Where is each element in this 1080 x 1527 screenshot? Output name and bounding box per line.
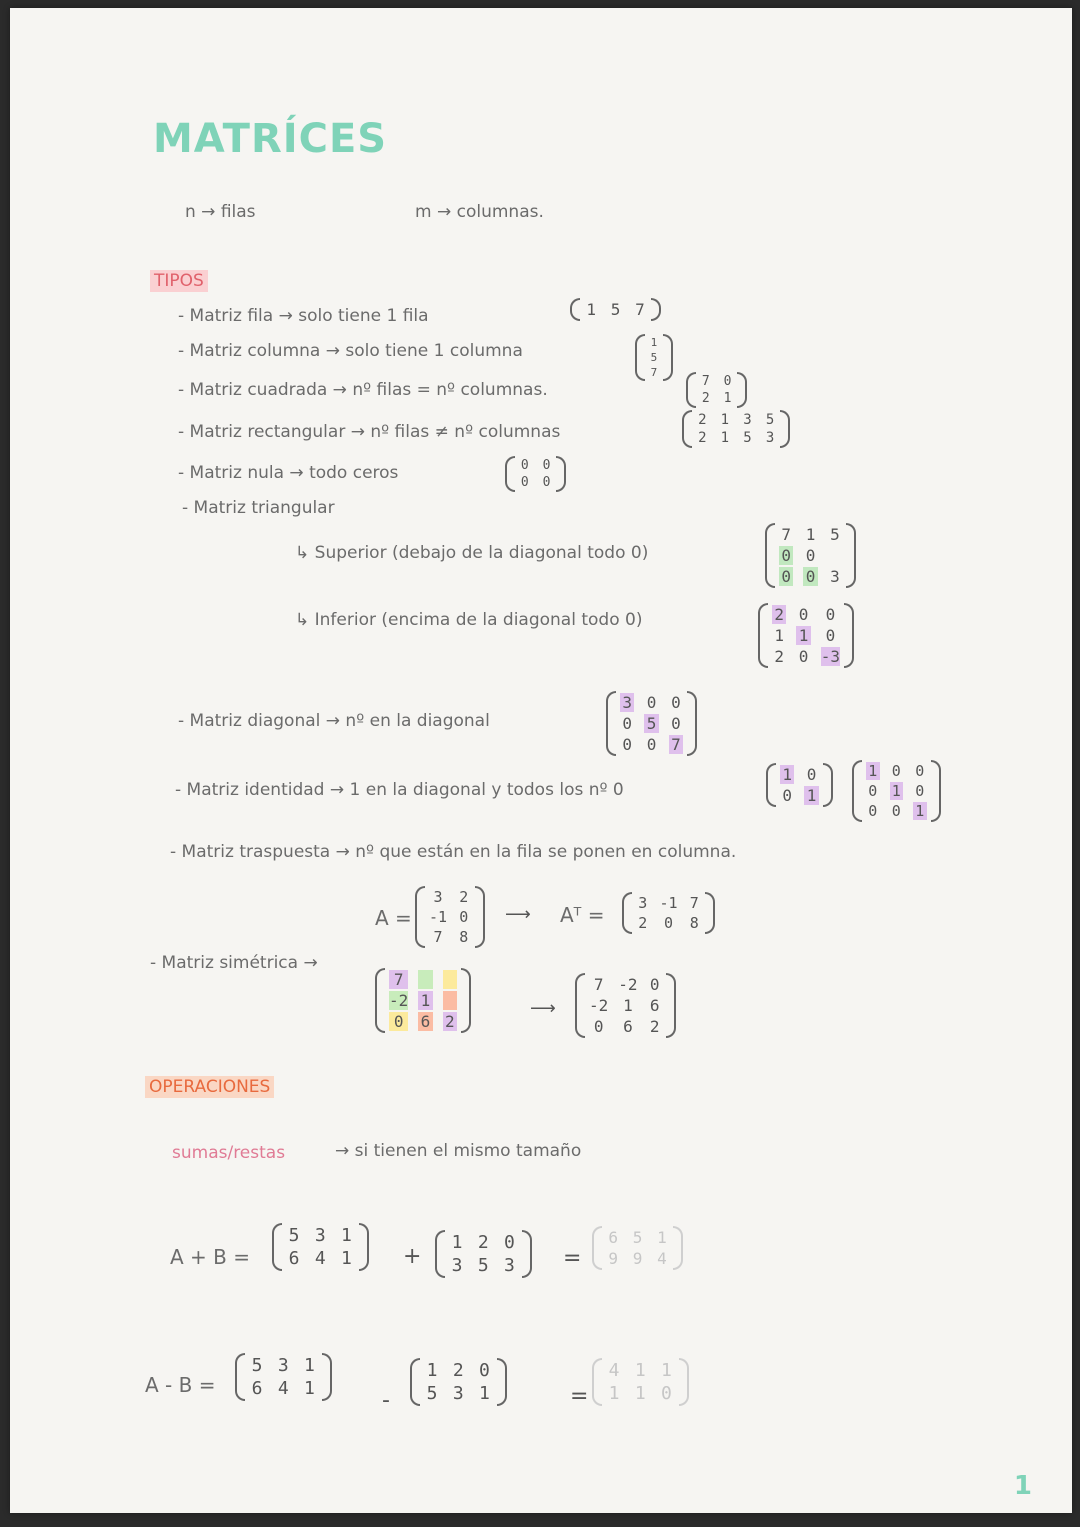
bracket-left [766, 763, 776, 807]
matrix-cell: 1 [451, 1232, 463, 1253]
bracket-right [844, 603, 854, 668]
matrix-cell: 0 [779, 546, 793, 565]
matrix-suma-a [272, 1223, 369, 1271]
matrix-cell: 1 [866, 762, 880, 780]
matrix-resta-a [235, 1353, 332, 1401]
bracket-right [322, 1353, 332, 1401]
matrix-cell: 1 [634, 1360, 646, 1381]
plus-sign: + [403, 1244, 422, 1269]
matrix-cell: 1 [479, 1383, 490, 1404]
matrix-cell: 8 [689, 914, 699, 932]
page-number: 1 [1013, 1471, 1032, 1501]
matrix-cell: 1 [418, 991, 432, 1010]
matrix-cell: 0 [459, 908, 469, 926]
matrix-cell: 5 [288, 1225, 300, 1246]
matrix-resta-b [410, 1358, 507, 1406]
arrow-icon: ⟶ [530, 998, 556, 1019]
n-label: n → filas [185, 202, 256, 222]
matrix-cell: 2 [701, 391, 710, 406]
matrix-cell: 0 [671, 714, 681, 733]
item-matriz-fila: - Matriz fila → solo tiene 1 fila [178, 306, 429, 326]
matrix-cell: 1 [608, 1383, 620, 1404]
matrix-cell: 7 [650, 366, 658, 379]
matrix-rectangular [682, 410, 790, 448]
bracket-left [592, 1226, 602, 1270]
matrix-cell: 0 [805, 546, 816, 565]
matrix-cell: 2 [443, 1012, 457, 1031]
item-matriz-rectangular: - Matriz rectangular → nº filas ≠ nº columnas [178, 422, 561, 442]
matrix-cell: 7 [635, 300, 645, 319]
matrix-cell: 0 [593, 1017, 604, 1036]
bracket-right [737, 372, 747, 408]
matrix-cell: 0 [798, 605, 809, 624]
equals-sign: = [563, 1246, 582, 1271]
bracket-right [475, 886, 485, 948]
traspuesta-at-label: Aᵀ = [560, 903, 605, 927]
matrix-cell: -3 [820, 647, 841, 666]
matrix-cell: 4 [314, 1248, 326, 1269]
matrix-cell: 3 [452, 1383, 464, 1404]
bracket-left [765, 523, 775, 588]
matrix-cell: 1 [650, 336, 658, 349]
bracket-right [461, 968, 471, 1033]
bracket-left [235, 1353, 245, 1401]
matrix-cell: 6 [418, 1012, 432, 1031]
matrix-cell: 0 [782, 786, 793, 805]
matrix-cell: 0 [622, 714, 633, 733]
matrix-simetrica-result [575, 973, 676, 1038]
matrix-cell: 3 [504, 1255, 515, 1276]
matrix-cell: 0 [646, 735, 657, 754]
matrix-traspuesta-a [415, 886, 485, 948]
matrix-cell: 1 [805, 525, 816, 544]
matrix-resta-result [592, 1358, 689, 1406]
matrix-cell: 6 [623, 1017, 633, 1036]
matrix-cell: 7 [781, 525, 792, 544]
bracket-left [415, 886, 425, 948]
matrix-cell: 9 [632, 1249, 643, 1268]
matrix-cell: 2 [698, 430, 707, 446]
matrix-fila [570, 298, 661, 321]
matrix-identidad-3x3 [852, 760, 941, 822]
matrix-cell: 5 [477, 1255, 489, 1276]
bracket-right [846, 523, 856, 588]
matrix-cell [443, 991, 457, 1010]
matrix-cell: 0 [479, 1360, 490, 1381]
matrix-triangular-superior [765, 523, 856, 588]
matrix-cell: 1 [657, 1228, 667, 1247]
matrix-cell [418, 970, 432, 989]
operaciones-heading: OPERACIONES [145, 1076, 274, 1098]
matrix-cell: 5 [650, 351, 658, 364]
bracket-right [497, 1358, 507, 1406]
matrix-cell: 1 [341, 1225, 352, 1246]
matrix-cell: 1 [780, 765, 794, 784]
matrix-cell: 0 [542, 458, 551, 473]
bracket-left [852, 760, 862, 822]
bracket-left [505, 456, 515, 492]
matrix-cell: 2 [774, 647, 785, 666]
matrix-cell: 1 [913, 802, 927, 820]
bracket-left [272, 1223, 282, 1271]
matrix-cell: 0 [798, 647, 809, 666]
bracket-left [575, 973, 585, 1038]
bracket-right [673, 1226, 683, 1270]
matrix-cell: -2 [589, 996, 609, 1015]
matrix-cell: 4 [657, 1249, 667, 1268]
matrix-cell: 2 [452, 1360, 464, 1381]
matrix-identidad-2x2 [766, 763, 833, 807]
matrix-cell: 5 [644, 714, 658, 733]
item-triangular-superior: ↳ Superior (debajo de la diagonal todo 0) [295, 543, 649, 563]
matrix-cell: 0 [520, 458, 529, 473]
notebook-page [10, 8, 1072, 1513]
matrix-nula [505, 456, 566, 492]
item-matriz-simetrica: - Matriz simétrica → [150, 953, 318, 973]
matrix-cell: 3 [743, 412, 752, 428]
matrix-cell: 0 [825, 605, 836, 624]
matrix-cell: 6 [649, 996, 660, 1015]
matrix-cell: 7 [389, 970, 408, 989]
matrix-cell: 0 [723, 374, 732, 389]
matrix-cell: 8 [459, 928, 469, 946]
matrix-cell: 0 [504, 1232, 515, 1253]
item-triangular-inferior: ↳ Inferior (encima de la diagonal todo 0) [295, 610, 643, 630]
matrix-cell: 2 [459, 888, 469, 906]
item-matriz-columna: - Matriz columna → solo tiene 1 columna [178, 341, 523, 361]
equals-sign: = [570, 1384, 589, 1409]
matrix-cell: 6 [251, 1378, 263, 1399]
matrix-cell: 1 [796, 626, 810, 645]
matrix-cell: 1 [586, 300, 597, 319]
matrix-cell [443, 970, 457, 989]
matrix-cell: 3 [638, 894, 648, 912]
matrix-cell: 0 [520, 475, 529, 490]
matrix-cell: 3 [830, 567, 840, 586]
matrix-cell [828, 546, 842, 565]
matrix-cell: 0 [649, 975, 660, 994]
matrix-cell: 6 [288, 1248, 300, 1269]
matrix-cell: 0 [891, 762, 901, 780]
bracket-left [635, 334, 645, 381]
matrix-cell: 1 [661, 1360, 672, 1381]
bracket-right [679, 1358, 689, 1406]
matrix-cell: 1 [720, 412, 730, 428]
matrix-cell: 4 [608, 1360, 620, 1381]
matrix-cell: 3 [314, 1225, 326, 1246]
bracket-right [931, 760, 941, 822]
matrix-cell: 1 [426, 1360, 438, 1381]
matrix-cell: 0 [389, 1012, 408, 1031]
matrix-cell: 2 [649, 1017, 660, 1036]
m-label: m → columnas. [415, 202, 544, 222]
matrix-cell: 0 [891, 802, 901, 820]
bracket-right [823, 763, 833, 807]
matrix-cell: 1 [304, 1355, 315, 1376]
matrix-cell: 0 [661, 1383, 672, 1404]
matrix-cell: -1 [659, 894, 678, 912]
matrix-cell: 0 [806, 765, 817, 784]
matrix-cell: 1 [341, 1248, 352, 1269]
matrix-cell: 0 [622, 735, 633, 754]
matrix-cell: 0 [825, 626, 836, 645]
matrix-cell: 7 [669, 735, 683, 754]
matrix-cell: 7 [701, 374, 710, 389]
item-matriz-nula: - Matriz nula → todo ceros [178, 463, 399, 483]
matrix-cell: 5 [743, 430, 752, 446]
matrix-cell: 5 [251, 1355, 263, 1376]
matrix-columna [635, 334, 673, 381]
matrix-cell: 0 [646, 693, 657, 712]
bracket-right [666, 973, 676, 1038]
matrix-cell: 3 [433, 888, 443, 906]
matrix-cell: 9 [608, 1249, 619, 1268]
sumas-restas-rule: → si tienen el mismo tamaño [335, 1141, 582, 1161]
matrix-cell: 3 [620, 693, 634, 712]
sumas-restas-label: sumas/restas [172, 1143, 286, 1163]
matrix-cell: 0 [915, 782, 925, 800]
item-matriz-identidad: - Matriz identidad → 1 en la diagonal y todos los nº 0 [175, 780, 624, 800]
bracket-left [570, 298, 580, 321]
matrix-cell: 3 [277, 1355, 289, 1376]
matrix-cell: 5 [830, 525, 840, 544]
bracket-left [606, 691, 616, 756]
matrix-cell: 5 [426, 1383, 438, 1404]
matrix-cell: 5 [632, 1228, 643, 1247]
matrix-cell: 1 [723, 391, 732, 406]
matrix-suma-result [592, 1226, 683, 1270]
bracket-left [375, 968, 385, 1033]
suma-label: A + B = [170, 1245, 250, 1269]
matrix-triangular-inferior [758, 603, 854, 668]
item-matriz-traspuesta: - Matriz traspuesta → nº que están en la fila se ponen en columna. [170, 842, 737, 862]
matrix-cell: 0 [915, 762, 925, 780]
matrix-cell: -1 [429, 908, 448, 926]
tipos-heading: TIPOS [150, 270, 208, 292]
matrix-cell: 1 [774, 626, 785, 645]
matrix-cell: -2 [389, 991, 409, 1010]
matrix-cell: 3 [765, 430, 775, 446]
page-title: MATRÍCES [153, 116, 388, 162]
matrix-cell: 6 [608, 1228, 619, 1247]
bracket-left [410, 1358, 420, 1406]
matrix-cell: 5 [765, 412, 775, 428]
bracket-right [687, 691, 697, 756]
matrix-cell: 3 [451, 1255, 463, 1276]
matrix-cell: 7 [689, 894, 699, 912]
bracket-left [622, 892, 632, 934]
resta-label: A - B = [145, 1373, 216, 1397]
matrix-cell: 2 [772, 605, 786, 624]
item-matriz-triangular: - Matriz triangular [182, 498, 335, 518]
item-matriz-diagonal: - Matriz diagonal → nº en la diagonal [178, 711, 490, 731]
matrix-cell: 1 [634, 1383, 646, 1404]
bracket-right [651, 298, 661, 321]
matrix-cell: 0 [671, 693, 681, 712]
matrix-cell: 0 [868, 802, 878, 820]
item-matriz-cuadrada: - Matriz cuadrada → nº filas = nº columnas. [178, 380, 548, 400]
bracket-right [556, 456, 566, 492]
matrix-cell: 2 [477, 1232, 489, 1253]
matrix-cell: -2 [618, 975, 638, 994]
matrix-cell: 2 [638, 914, 648, 932]
matrix-cell: 1 [720, 430, 730, 446]
matrix-traspuesta-at [622, 892, 715, 934]
arrow-icon: ⟶ [505, 904, 531, 925]
bracket-right [705, 892, 715, 934]
matrix-diagonal [606, 691, 697, 756]
matrix-cell: 5 [610, 300, 621, 319]
bracket-right [780, 410, 790, 448]
bracket-left [682, 410, 692, 448]
matrix-cell: 1 [804, 786, 818, 805]
matrix-cuadrada [686, 372, 747, 408]
matrix-cell: 0 [868, 782, 878, 800]
matrix-cell: 1 [304, 1378, 315, 1399]
matrix-simetrica-a [375, 968, 471, 1033]
matrix-cell: 0 [803, 567, 817, 586]
bracket-left [435, 1230, 445, 1278]
bracket-right [522, 1230, 532, 1278]
bracket-left [592, 1358, 602, 1406]
matrix-cell: 1 [623, 996, 633, 1015]
matrix-cell: 0 [779, 567, 793, 586]
bracket-left [758, 603, 768, 668]
matrix-cell: 4 [277, 1378, 289, 1399]
minus-sign: - [382, 1388, 390, 1413]
matrix-cell: 7 [593, 975, 604, 994]
bracket-right [359, 1223, 369, 1271]
matrix-cell: 0 [542, 475, 551, 490]
matrix-cell: 0 [664, 914, 674, 932]
bracket-left [686, 372, 696, 408]
traspuesta-a-label: A = [375, 906, 412, 930]
matrix-cell: 2 [698, 412, 707, 428]
matrix-cell: 1 [890, 782, 904, 800]
bracket-right [663, 334, 673, 381]
matrix-cell: 7 [433, 928, 443, 946]
matrix-suma-b [435, 1230, 532, 1278]
